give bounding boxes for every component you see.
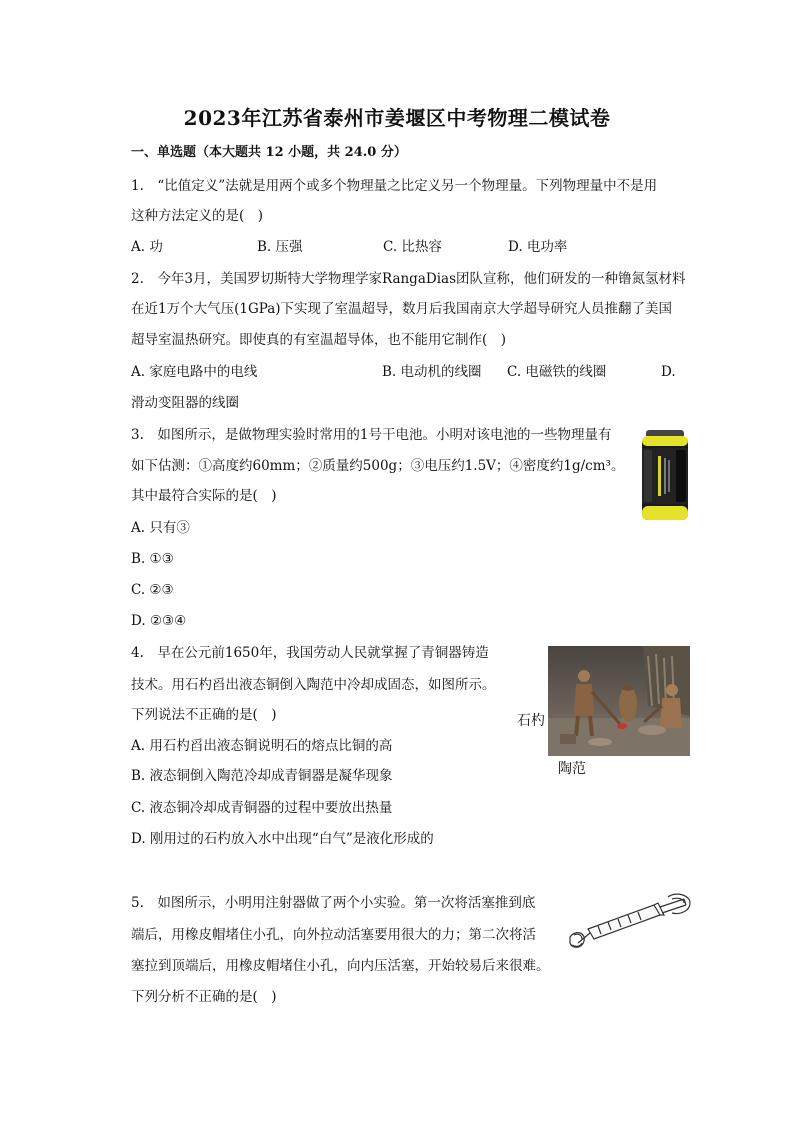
- q2-line2: 在近1万个大气压(1GPa)下实现了室温超导，数月后我国南京大学超导研究人员推翻了美国: [131, 301, 673, 317]
- q1-option-d[interactable]: D. 电功率: [508, 239, 568, 255]
- q1-option-b[interactable]: B. 压强: [257, 239, 303, 255]
- q5-line4: 下列分析不正确的是( ): [131, 989, 277, 1005]
- q4-option-a[interactable]: A. 用石杓舀出液态铜说明石的熔点比铜的高: [131, 738, 393, 754]
- q4-option-c[interactable]: C. 液态铜冷却成青铜器的过程中要放出热量: [131, 800, 393, 816]
- label-clay-mold: 陶范: [558, 761, 586, 777]
- q4-line1: 4. 早在公元前1650年，我国劳动人民就掌握了青铜器铸造: [131, 645, 489, 661]
- q3-option-b[interactable]: B. ①③: [131, 551, 174, 567]
- q5-line2: 端后，用橡皮帽堵住小孔，向外拉动活塞要用很大的力；第二次将活: [131, 927, 536, 943]
- q4-line3: 下列说法不正确的是( ): [131, 707, 277, 723]
- q5-line1: 5. 如图所示，小明用注射器做了两个小实验。第一次将活塞推到底: [131, 895, 536, 911]
- q3-line1: 3. 如图所示，是做物理实验时常用的1号干电池。小明对该电池的一些物理量有: [131, 427, 612, 443]
- q2-option-a[interactable]: A. 家庭电路中的电线: [131, 364, 258, 380]
- battery-image: [640, 428, 690, 522]
- q2-option-c[interactable]: C. 电磁铁的线圈: [507, 364, 607, 380]
- q1-line1: 1. “比值定义”法就是用两个或多个物理量之比定义另一个物理量。下列物理量中不是用: [131, 178, 658, 194]
- q2-line1: 2. 今年3月，美国罗切斯特大学物理学家RangaDias团队宣称，他们研发的一种镥氮氢材料: [131, 271, 686, 287]
- syringe-image: [568, 893, 692, 955]
- q3-option-c[interactable]: C. ②③: [131, 582, 174, 598]
- q4-option-d[interactable]: D. 刚用过的石杓放入水中出现“白气”是液化形成的: [131, 831, 434, 847]
- label-stone-spoon: 石杓: [517, 713, 545, 729]
- q3-option-d[interactable]: D. ②③④: [131, 613, 187, 629]
- q2-option-b[interactable]: B. 电动机的线圈: [382, 364, 482, 380]
- q1-option-a[interactable]: A. 功: [131, 239, 163, 255]
- section-heading: 一、单选题（本大题共 12 小题，共 24.0 分）: [131, 145, 407, 160]
- q3-line3: 其中最符合实际的是( ): [131, 488, 277, 504]
- q2-line3: 超导室温热研究。即使真的有室温超导体，也不能用它制作( ): [131, 332, 507, 348]
- q1-line2: 这种方法定义的是( ): [131, 208, 264, 224]
- q5-line3: 塞拉到顶端后，用橡皮帽堵住小孔，向内压活塞，开始较易后来很难。: [131, 958, 550, 974]
- q3-option-a[interactable]: A. 只有③: [131, 520, 190, 536]
- q4-option-b[interactable]: B. 液态铜倒入陶范冷却成青铜器是凝华现象: [131, 768, 393, 784]
- bronze-casting-image: [548, 646, 690, 756]
- q4-line2: 技术。用石杓舀出液态铜倒入陶范中冷却成固态，如图所示。: [131, 677, 496, 693]
- q1-option-c[interactable]: C. 比热容: [383, 239, 442, 255]
- q3-line2: 如下估测：①高度约60mm；②质量约500g；③电压约1.5V；④密度约1g/cm³。: [131, 458, 625, 474]
- page-title: 2023年江苏省泰州市姜堰区中考物理二模试卷: [183, 106, 611, 130]
- q2-option-d[interactable]: D.: [661, 364, 676, 380]
- q2-option-d-text: 滑动变阻器的线圈: [131, 395, 239, 411]
